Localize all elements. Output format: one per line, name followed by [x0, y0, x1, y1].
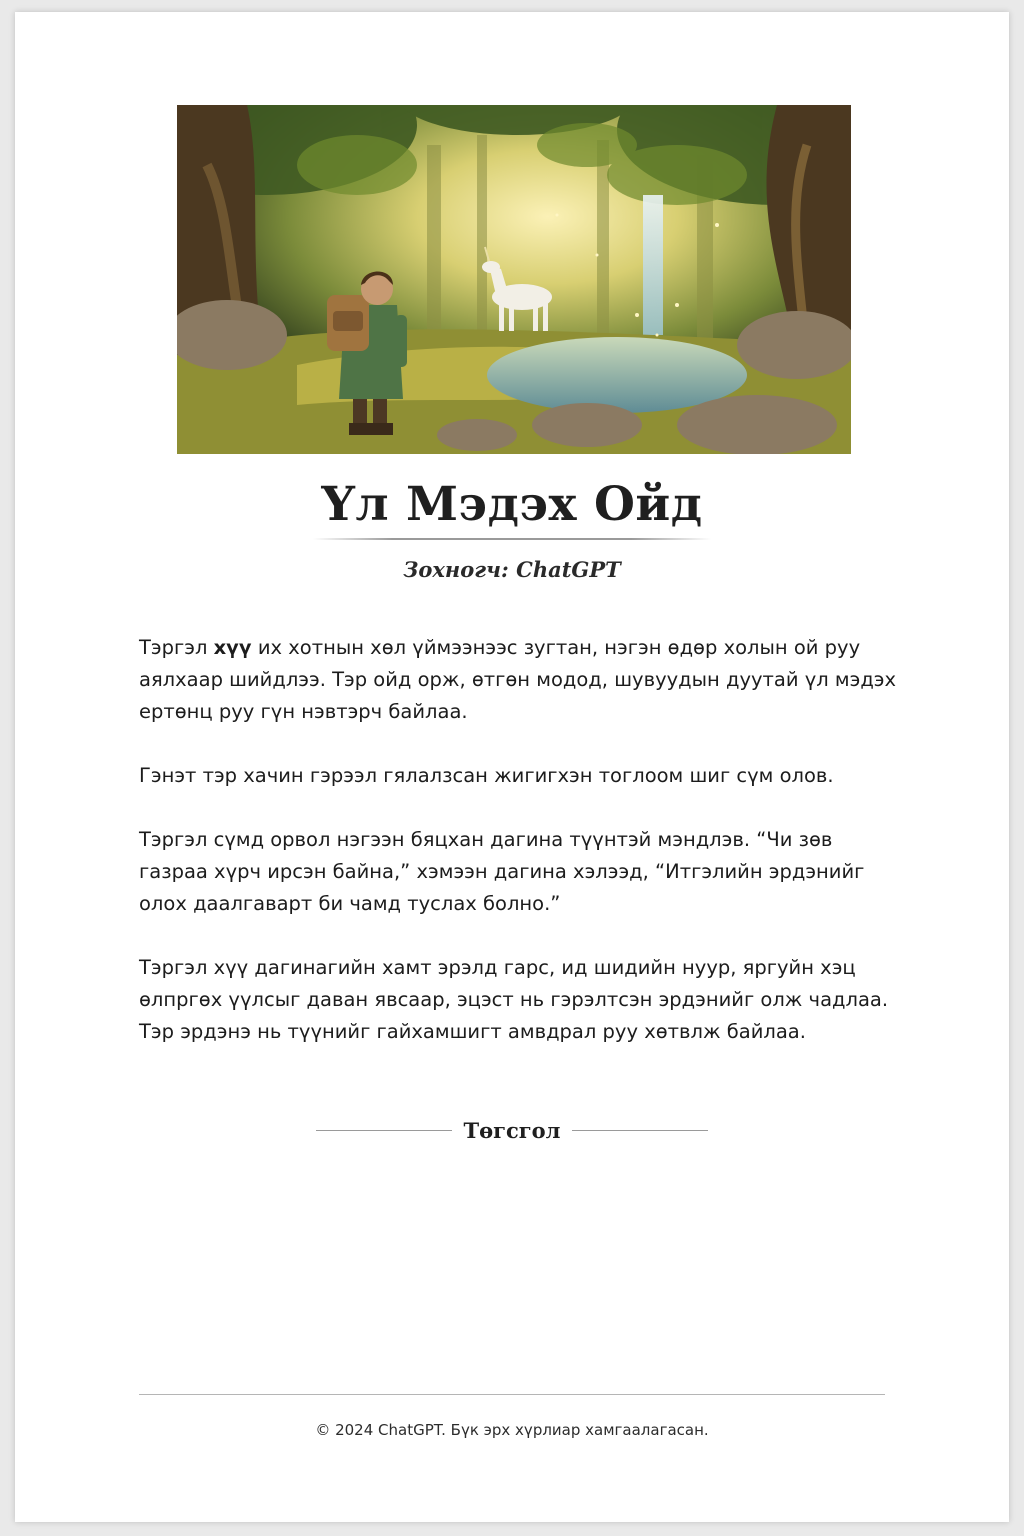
paragraph-1-bold-word: хүү	[213, 636, 252, 659]
forest-illustration	[177, 105, 851, 454]
story-paragraph-4: Тэргэл хүү дагинагийн хамт эрэлд гарс, ид шидийн нуур, яргуйн хэц өлпргөх үүлсыг даван явсаар, эцэст нь гэрэлтсэн эрдэнийг олж чадлаа. Тэр эрдэнэ нь түүнийг гайхамшигт амвдрал руу хөтвлж байлаа.	[139, 956, 889, 1043]
paragraph-1-rest: их хотнын хөл үймээнээс зугтан, нэгэн өдөр холын ой руу аялхаар шийдлээ. Тэр ойд орж, өтгөн модод, шувуудын дуутай үл мэдэх ертөнц руу гүн нэвтэрч байлаа.	[139, 636, 897, 723]
story-paragraph-1	[139, 632, 901, 728]
end-divider-right	[572, 1130, 708, 1131]
story-body	[139, 632, 901, 1080]
end-label: Төгсгол	[463, 1117, 561, 1143]
story-paragraph-3: Тэргэл сүмд орвол нэгээн бяцхан дагина түүнтэй мэндлэв. “Чи зөв газраа хүрч ирсэн байна,” хэмээн дагина хэлээд, “Итгэлийн эрдэнийг олох даалгаварт би чамд туслах болно.”	[139, 828, 865, 915]
paragraph-1-lead: Тэргэл	[139, 636, 214, 659]
story-illustration	[177, 105, 851, 454]
footer-divider	[139, 1394, 885, 1395]
copyright-footer: © 2024 ChatGPT. Бүк эрх хүрлиар хамгаалагасан.	[315, 1421, 709, 1439]
author-line: Зохногч: ChatGPT	[403, 557, 621, 582]
end-divider-left	[316, 1130, 452, 1131]
story-title: Үл Мэдэх Ойд	[321, 477, 703, 532]
end-marker	[15, 1115, 1009, 1145]
title-divider	[313, 538, 711, 540]
story-page	[15, 12, 1009, 1522]
story-paragraph-2: Гэнэт тэр хачин гэрээл гялалзсан жигигхэн тоглоом шиг сүм олов.	[139, 764, 834, 787]
